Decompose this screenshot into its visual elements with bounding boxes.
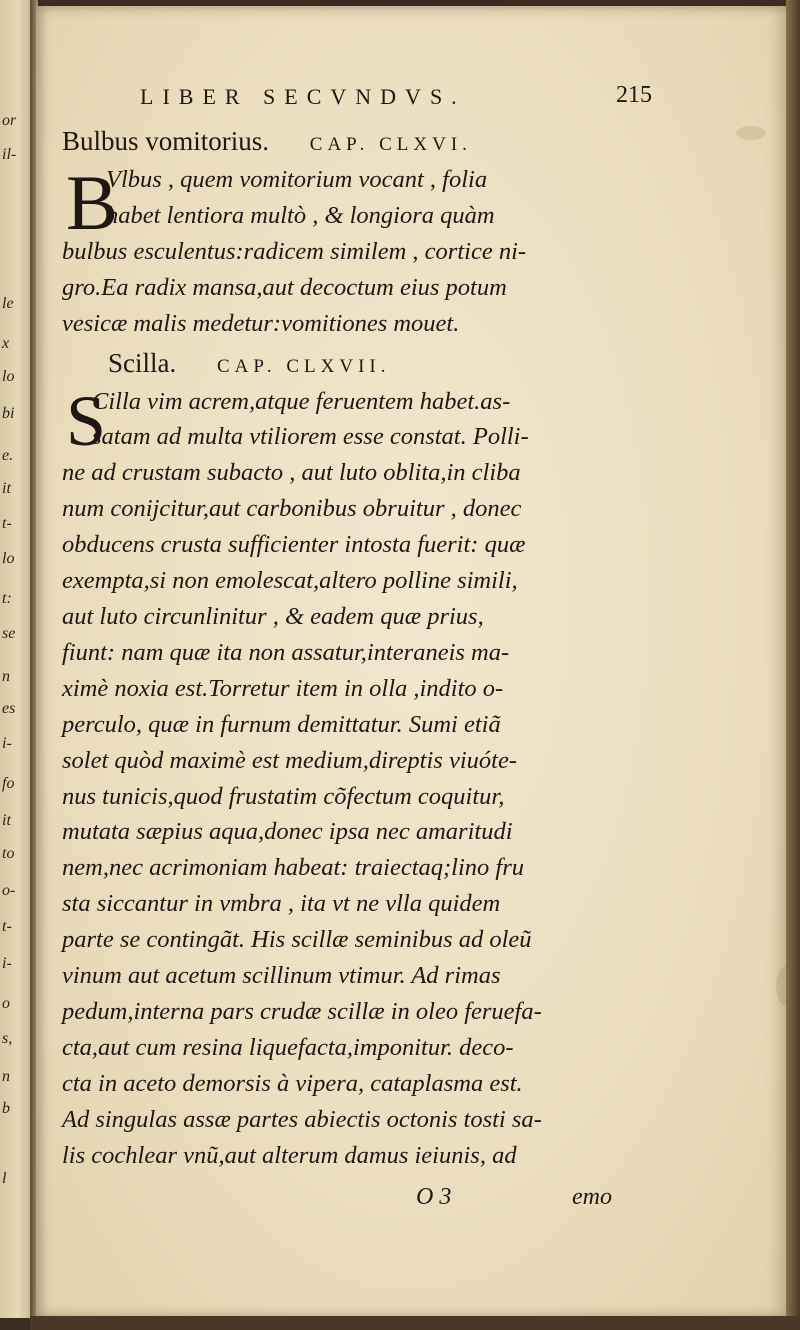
text-line: Ad singulas assæ partes abiectis octonis tosti sa- bbox=[62, 1105, 542, 1133]
text-line: ne ad crustam subacto , aut luto oblita,in cliba bbox=[62, 459, 521, 487]
facing-page-fragment: t- bbox=[2, 918, 12, 935]
facing-page-fragment: e. bbox=[2, 447, 14, 464]
text-line: vinum aut acetum scillinum vtimur. Ad rimas bbox=[62, 962, 501, 990]
drop-cap: S bbox=[66, 380, 107, 461]
facing-page-fragment: n bbox=[2, 1068, 10, 1085]
text-line: ximè noxia est.Torretur item in olla ,indito o- bbox=[62, 674, 504, 702]
facing-page-fragment: es bbox=[2, 700, 16, 717]
page-edge bbox=[786, 0, 800, 1330]
text-line: cta,aut cum resina liquefacta,imponitur. deco- bbox=[62, 1033, 514, 1061]
facing-page-fragment: i- bbox=[2, 735, 12, 752]
facing-page-edge bbox=[0, 0, 32, 1318]
facing-page-fragment: lo bbox=[2, 368, 15, 385]
catchword: emo bbox=[572, 1184, 612, 1210]
text-line: aut luto circunlinitur , & eadem quæ prius, bbox=[62, 602, 484, 630]
facing-page-fragment: n bbox=[2, 668, 10, 685]
facing-page-fragment: t: bbox=[2, 590, 12, 607]
facing-page-fragment: i- bbox=[2, 955, 12, 972]
text-line: satam ad multa vtiliorem esse constat. Polli- bbox=[92, 423, 529, 451]
facing-page-fragment: s, bbox=[2, 1030, 13, 1047]
signature-mark: O 3 bbox=[416, 1184, 452, 1210]
text-line: num conijcitur,aut carbonibus obruitur , donec bbox=[62, 495, 522, 523]
facing-page-fragment: o bbox=[2, 995, 10, 1012]
text-line: cta in aceto demorsis à vipera, cataplasma est. bbox=[62, 1069, 523, 1097]
chapter-number: CAP. CLXVI. bbox=[309, 134, 472, 155]
facing-page-fragment: se bbox=[2, 625, 16, 642]
facing-page-fragment: il- bbox=[2, 146, 17, 163]
chapter-body bbox=[62, 380, 622, 1174]
text-line: solet quòd maximè est medium,direptis viuóte- bbox=[62, 746, 517, 774]
facing-page-fragment: o- bbox=[2, 882, 16, 899]
book-bottom-edge bbox=[30, 1316, 800, 1330]
chapter-title: Scilla. bbox=[108, 347, 177, 378]
text-line: obducens crusta sufficienter intosta fuerit: quæ bbox=[62, 531, 526, 559]
text-line: gro.Ea radix mansa,aut decoctum eius potum bbox=[62, 273, 507, 301]
facing-page-fragment: to bbox=[2, 845, 15, 862]
text-line: nem,nec acrimoniam habeat: traiectaq;lino fru bbox=[62, 854, 525, 882]
text-line: lis cochlear vnũ,aut alterum damus ieiunis, ad bbox=[62, 1141, 517, 1169]
text-line: vesicæ malis medetur:vomitiones mouet. bbox=[62, 309, 460, 337]
chapter-title: Bulbus vomitorius. bbox=[62, 126, 270, 156]
chapter-body bbox=[62, 159, 622, 342]
stain bbox=[736, 126, 766, 140]
chapter-number: CAP. CLXVII. bbox=[217, 355, 391, 377]
facing-page-fragment: bi bbox=[2, 405, 15, 422]
text-line: habet lentiora multò , & longiora quàm bbox=[106, 201, 495, 229]
facing-page-fragment: it bbox=[2, 812, 11, 829]
text-line: Vlbus , quem vomitorium vocant , folia bbox=[106, 166, 488, 193]
text-block bbox=[62, 70, 652, 1173]
text-line: nus tunicis,quod frustatim cõfectum coquitur, bbox=[62, 782, 505, 810]
facing-page-fragment: or bbox=[2, 112, 17, 129]
facing-page-fragment: x bbox=[2, 335, 10, 352]
folio-number: 215 bbox=[616, 82, 652, 108]
drop-cap: B bbox=[66, 159, 119, 246]
text-line: Cilla vim acrem,atque feruentem habet.as- bbox=[92, 387, 511, 415]
text-line: perculo, quæ in furnum demittatur. Sumi etiã bbox=[62, 710, 501, 738]
facing-page-fragment: t- bbox=[2, 515, 12, 532]
facing-page-fragment: fo bbox=[2, 775, 15, 792]
text-line: exempta,si non emolescat,altero polline simili, bbox=[62, 567, 518, 595]
text-line: pedum,interna pars crudæ scillæ in oleo feruefa- bbox=[62, 997, 542, 1025]
running-title: LIBER SECVNDVS. bbox=[140, 84, 466, 109]
text-line: mutata sæpius aqua,donec ipsa nec amaritudi bbox=[62, 818, 513, 846]
running-head bbox=[62, 70, 652, 109]
text-line: sta siccantur in vmbra , ita vt ne vlla quidem bbox=[62, 890, 501, 918]
facing-page-fragment: it bbox=[2, 480, 11, 497]
text-line: bulbus esculentus:radicem similem , cortice ni- bbox=[62, 237, 527, 265]
text-line: parte se contingãt. His scillæ seminibus ad oleũ bbox=[62, 926, 532, 954]
facing-page-fragment: lo bbox=[2, 550, 15, 567]
chapter-heading bbox=[62, 124, 622, 162]
facing-page-fragment: le bbox=[2, 295, 14, 312]
text-line: fiunt: nam quæ ita non assatur,interaneis ma- bbox=[62, 638, 510, 666]
facing-page-fragment: l bbox=[2, 1170, 7, 1187]
facing-page-fragment: b bbox=[2, 1100, 10, 1117]
chapter-heading bbox=[62, 346, 622, 384]
